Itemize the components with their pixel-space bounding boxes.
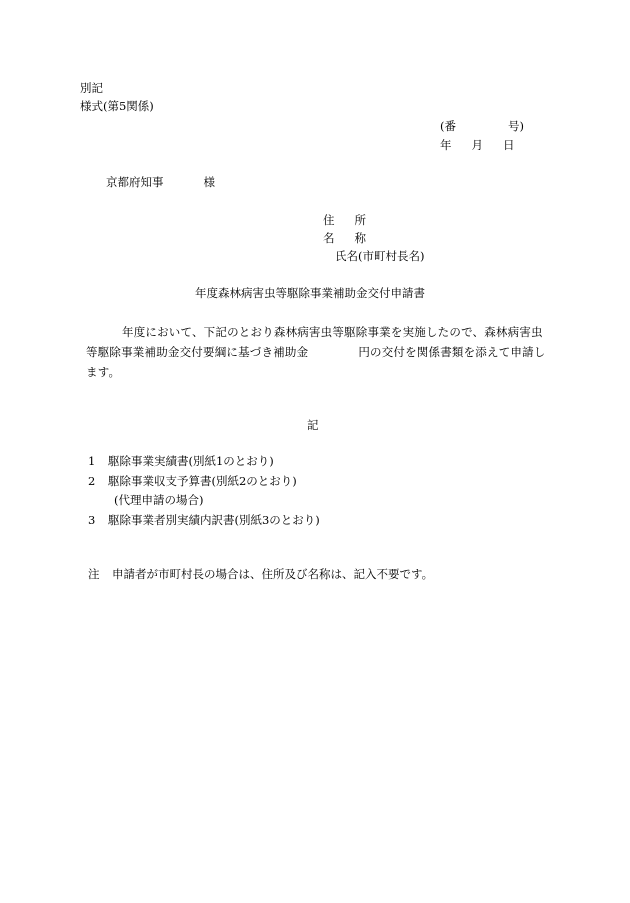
- list-item: 3 駆除事業者別実績内訳書(別紙3のとおり): [88, 512, 320, 527]
- item-list: [88, 452, 320, 530]
- body-part2: 円の交付を関係書類を添えて申請します。: [86, 345, 546, 379]
- body-paragraph: [86, 322, 548, 382]
- ki-heading: 記: [307, 418, 319, 432]
- form-reference: 様式(第5関係): [80, 99, 154, 113]
- list-item: 1 駆除事業実績書(別紙1のとおり): [88, 454, 274, 468]
- date-day: 日: [503, 138, 515, 152]
- addressee: [106, 174, 215, 191]
- body-part1: 年度において、下記のとおり森林病害虫等駆除事業を実施したので、森林病害虫等駆除事業補助金交付要綱に基づき補助金: [86, 325, 543, 359]
- applicant-representative: 氏名(市町村長名): [335, 249, 425, 263]
- list-item: 2 駆除事業収支予算書(別紙2のとおり): [88, 473, 297, 488]
- applicant-name: 名 称: [323, 231, 366, 245]
- document-title: 年度森林病害虫等駆除事業補助金交付申請書: [195, 286, 425, 300]
- addressee-honorific: 様: [203, 175, 215, 189]
- footnote: [88, 566, 433, 583]
- list-item-sub: (代理申請の場合): [114, 493, 204, 507]
- number-close: 号): [508, 119, 524, 133]
- date-year: 年: [440, 138, 452, 152]
- addressee-name: 京都府知事: [106, 175, 164, 189]
- note-label: 注: [88, 567, 100, 581]
- applicant-address: 住 所: [323, 213, 366, 227]
- number-open: (番: [440, 119, 456, 133]
- document-label: 別記: [80, 81, 103, 95]
- number-line: [440, 118, 524, 135]
- date-line: [440, 137, 515, 154]
- date-month: 月: [471, 138, 483, 152]
- note-text: 申請者が市町村長の場合は、住所及び名称は、記入不要です。: [112, 567, 434, 581]
